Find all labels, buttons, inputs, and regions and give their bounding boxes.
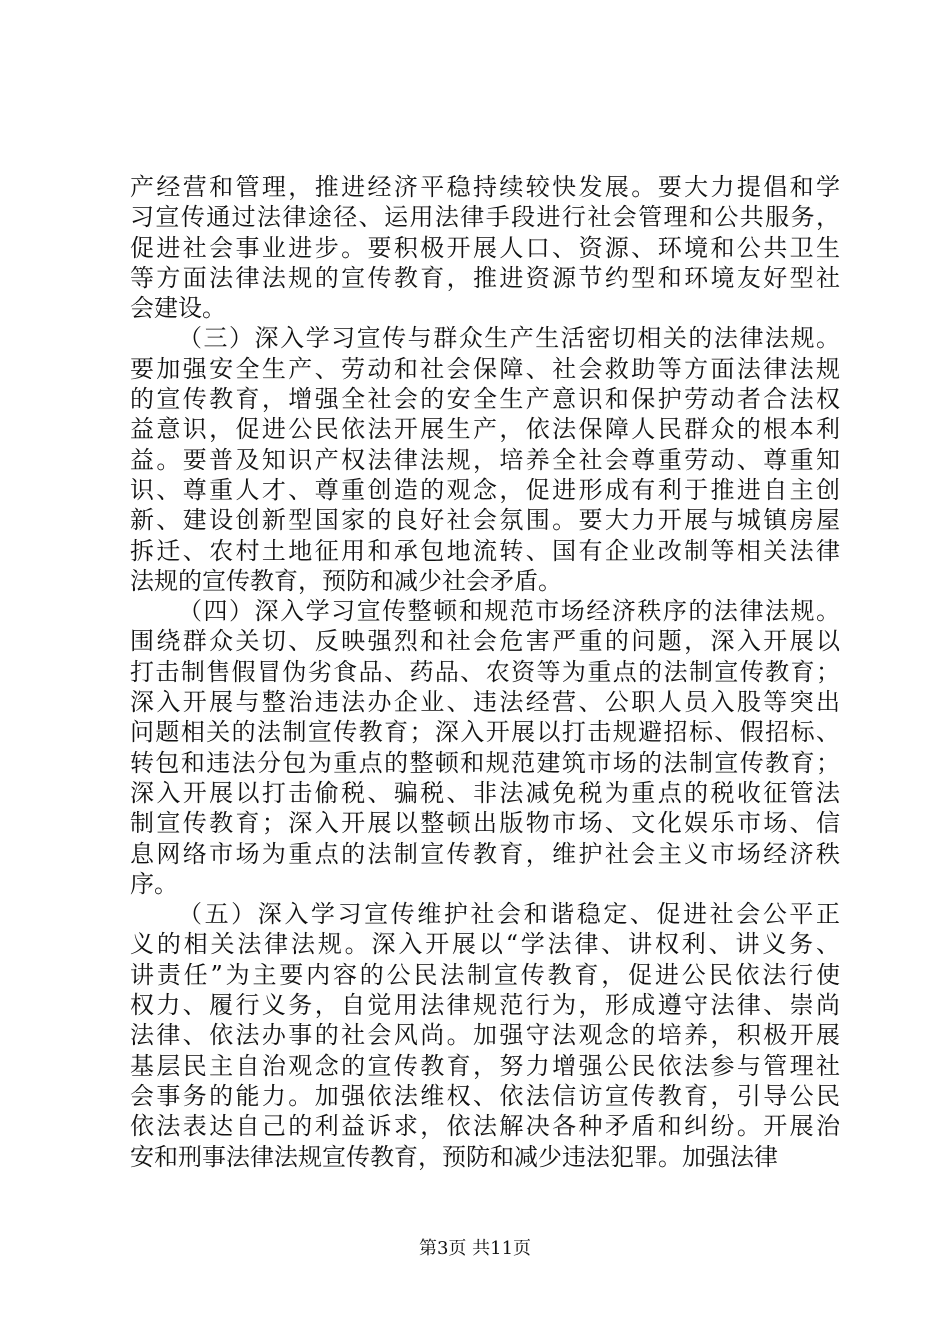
text-line: 义的相关法律法规。深入开展以“学法律、讲权利、讲义务、 [130, 930, 840, 959]
text-line: 法规的宣传教育，预防和减少社会矛盾。 [130, 566, 562, 595]
text-line: 产经营和管理，推进经济平稳持续较快发展。要大力提倡和学 [130, 173, 840, 201]
text-line: （五）深入学习宣传维护社会和谐稳定、促进社会公平正 [178, 900, 840, 929]
document-body [130, 172, 840, 1172]
text-line: 权力、履行义务，自觉用法律规范行为，形成遵守法律、崇尚 [130, 991, 840, 1020]
paragraph [130, 596, 840, 899]
text-line: 益。要普及知识产权法律法规，培养全社会尊重劳动、尊重知 [130, 445, 840, 474]
text-line: 深入开展以打击偷税、骗税、非法减免税为重点的税收征管法 [130, 778, 840, 807]
text-line: 制宣传教育；深入开展以整顿出版物市场、文化娱乐市场、信 [130, 809, 840, 838]
text-line: 会建设。 [130, 294, 226, 323]
text-line: 依法表达自己的利益诉求，依法解决各种矛盾和纠纷。开展治 [130, 1112, 840, 1141]
paragraph [130, 323, 840, 596]
paragraph [130, 899, 840, 1172]
text-line: 会事务的能力。加强依法维权、依法信访宣传教育，引导公民 [130, 1081, 840, 1110]
text-line: 等方面法律法规的宣传教育，推进资源节约型和环境友好型社 [130, 263, 840, 292]
text-line: 拆迁、农村土地征用和承包地流转、国有企业改制等相关法律 [130, 536, 840, 565]
paragraph [130, 172, 840, 323]
text-line: 的宣传教育，增强全社会的安全生产意识和保护劳动者合法权 [130, 385, 840, 414]
text-line: （三）深入学习宣传与群众生产生活密切相关的法律法规。 [178, 324, 840, 353]
page-number-label: 第3页 共11页 [418, 1238, 532, 1259]
page-footer [0, 1234, 950, 1260]
text-line: 基层民主自治观念的宣传教育，努力增强公民依法参与管理社 [130, 1051, 840, 1080]
text-line: 息网络市场为重点的法制宣传教育，维护社会主义市场经济秩 [130, 839, 840, 868]
text-line: 围绕群众关切、反映强烈和社会危害严重的问题，深入开展以 [130, 627, 840, 656]
text-line: 促进社会事业进步。要积极开展人口、资源、环境和公共卫生 [130, 233, 840, 262]
text-line: 转包和违法分包为重点的整顿和规范建筑市场的法制宣传教育； [130, 748, 840, 777]
text-line: 识、尊重人才、尊重创造的观念，促进形成有利于推进自主创 [130, 475, 840, 504]
text-line: 习宣传通过法律途径、运用法律手段进行社会管理和公共服务， [130, 203, 840, 232]
text-line: （四）深入学习宣传整顿和规范市场经济秩序的法律法规。 [178, 597, 840, 626]
text-line: 新、建设创新型国家的良好社会氛围。要大力开展与城镇房屋 [130, 506, 840, 535]
text-line: 打击制售假冒伪劣食品、药品、农资等为重点的法制宣传教育； [130, 657, 840, 686]
text-line: 序。 [130, 869, 178, 898]
text-line: 安和刑事法律法规宣传教育，预防和减少违法犯罪。加强法律 [130, 1142, 778, 1171]
text-line: 讲责任”为主要内容的公民法制宣传教育，促进公民依法行使 [130, 960, 840, 989]
text-line: 要加强安全生产、劳动和社会保障、社会救助等方面法律法规 [130, 354, 840, 383]
text-line: 深入开展与整治违法办企业、违法经营、公职人员入股等突出 [130, 688, 840, 717]
text-line: 益意识，促进公民依法开展生产，依法保障人民群众的根本利 [130, 415, 840, 444]
text-line: 法律、依法办事的社会风尚。加强守法观念的培养，积极开展 [130, 1021, 840, 1050]
text-line: 问题相关的法制宣传教育；深入开展以打击规避招标、假招标、 [130, 718, 840, 747]
